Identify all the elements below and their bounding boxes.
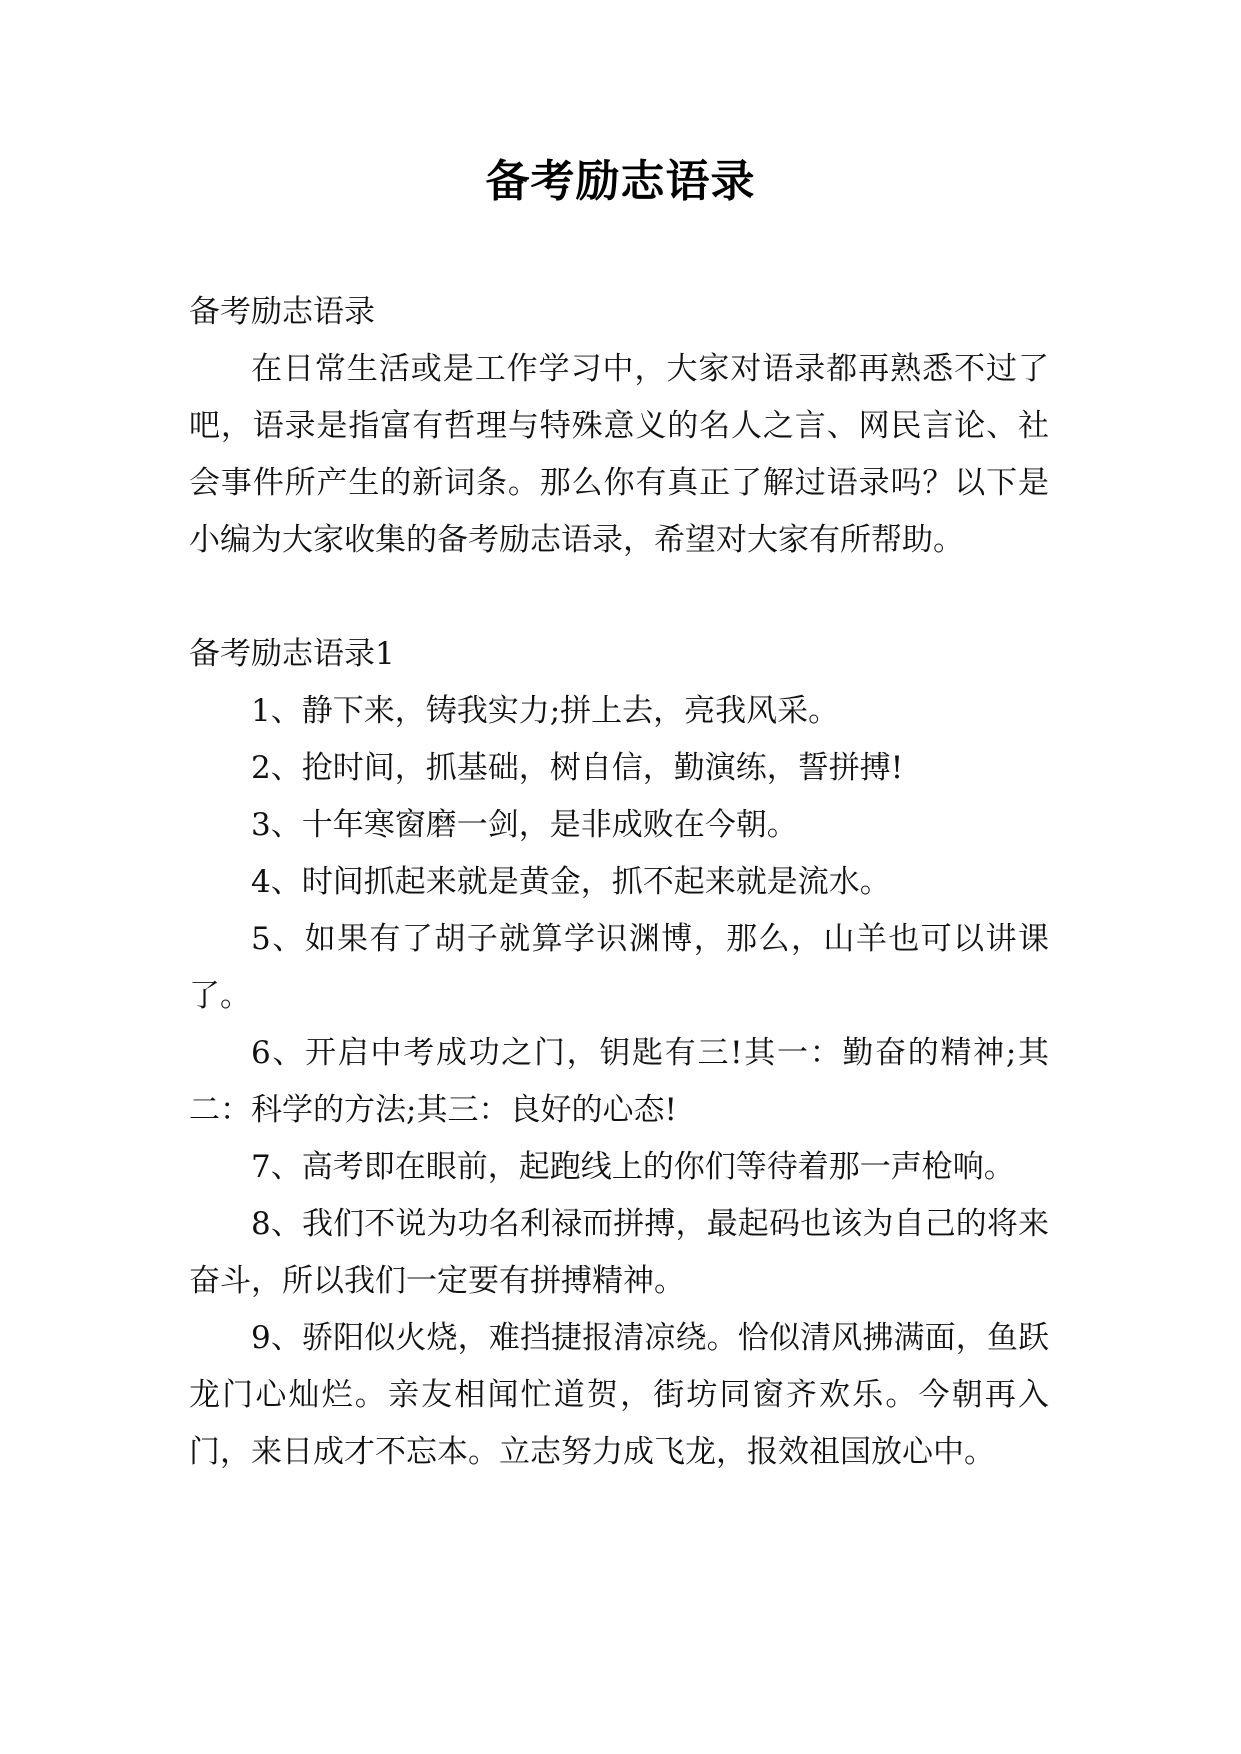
quote-item-8: 8、我们不说为功名利禄而拼搏，最起码也该为自己的将来奋斗，所以我们一定要有拼搏精神。 bbox=[189, 1206, 1049, 1299]
intro-paragraph: 在日常生活或是工作学习中，大家对语录都再熟悉不过了吧，语录是指富有哲理与特殊意义的名人之言、网民言论、社会事件所产生的新词条。那么你有真正了解过语录吗？以下是小编为大家收集的备考励志语录，希望对大家有所帮助。 bbox=[189, 351, 1049, 558]
document-title: 备考励志语录 bbox=[485, 156, 756, 207]
document-body bbox=[189, 284, 1049, 1481]
section-title: 备考励志语录1 bbox=[189, 636, 395, 672]
paragraph-gap bbox=[189, 569, 1049, 626]
quote-item-4: 4、时间抓起来就是黄金，抓不起来就是流水。 bbox=[251, 864, 891, 900]
quote-item-6: 6、开启中考成功之门，钥匙有三!其一：勤奋的精神;其二：科学的方法;其三：良好的心态! bbox=[189, 1035, 1049, 1128]
quote-item-3: 3、十年寒窗磨一剑，是非成败在今朝。 bbox=[251, 807, 798, 843]
quote-item-1: 1、静下来，铸我实力;拼上去，亮我风采。 bbox=[251, 693, 840, 729]
quote-item-5: 5、如果有了胡子就算学识渊博，那么，山羊也可以讲课了。 bbox=[189, 921, 1049, 1014]
document-heading: 备考励志语录 bbox=[189, 294, 375, 330]
quote-item-2: 2、抢时间，抓基础，树自信，勤演练，誓拼搏! bbox=[251, 750, 904, 786]
quote-item-7: 7、高考即在眼前，起跑线上的你们等待着那一声枪响。 bbox=[251, 1149, 1015, 1185]
quote-item-9: 9、骄阳似火烧，难挡捷报清凉绕。恰似清风拂满面，鱼跃龙门心灿烂。亲友相闻忙道贺，街坊同窗齐欢乐。今朝再入门，来日成才不忘本。立志努力成飞龙，报效祖国放心中。 bbox=[189, 1320, 1049, 1470]
